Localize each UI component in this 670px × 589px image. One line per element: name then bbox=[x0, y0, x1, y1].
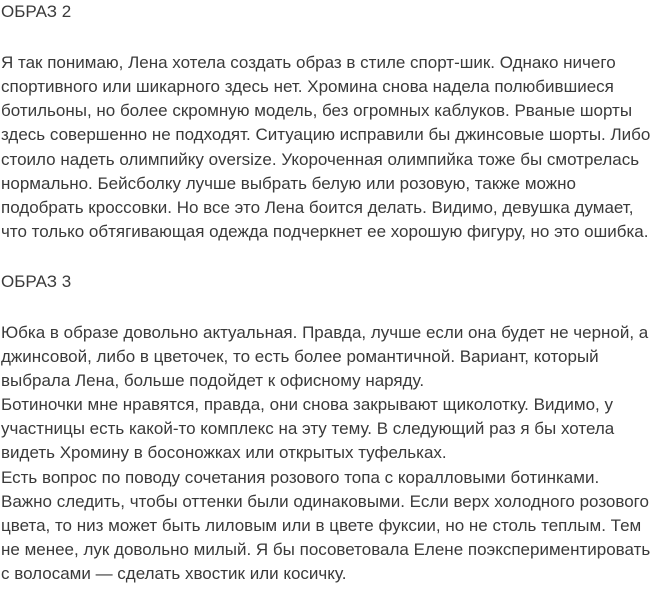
paragraph-line: видеть Хромину в босоножках или открытых туфельках. bbox=[1, 443, 447, 462]
paragraph-line: здесь совершенно не подходят. Ситуацию исправили бы джинсовые шорты. Либо bbox=[1, 125, 651, 144]
paragraph-line: ботильоны, но более скромную модель, без огромных каблуков. Рваные шорты bbox=[1, 101, 633, 120]
paragraph-line: что только обтягивающая одежда подчеркнет ее хорошую фигуру, но это ошибка. bbox=[1, 222, 649, 241]
paragraph-line: нормально. Бейсболку лучше выбрать белую или розовую, также можно bbox=[1, 174, 576, 193]
section-heading-obraz-3: ОБРАЗ 3 bbox=[1, 272, 72, 291]
paragraph-line: спортивного или шикарного здесь нет. Хромина снова надела полюбившиеся bbox=[1, 77, 614, 96]
paragraph-line: не менее, лук довольно милый. Я бы посоветовала Елене поэкспериментировать bbox=[1, 540, 651, 559]
paragraph-line: Есть вопрос по поводу сочетания розового топа с коралловыми ботинками. bbox=[1, 468, 600, 487]
paragraph-line: выбрала Лена, больше подойдет к офисному наряду. bbox=[1, 371, 425, 390]
paragraph-line: стоило надеть олимпийку oversize. Укороченная олимпийка тоже бы смотрелась bbox=[1, 150, 640, 169]
paragraph-line: участницы есть какой-то комплекс на эту тему. В следующий раз я бы хотела bbox=[1, 419, 615, 438]
paragraph-line: Юбка в образе довольно актуальная. Правда, лучше если она будет не черной, а bbox=[1, 323, 649, 342]
paragraph-line: Важно следить, чтобы оттенки были одинаковыми. Если верх холодного розового bbox=[1, 492, 649, 511]
paragraph-line: джинсовой, либо в цветочек, то есть более романтичной. Вариант, который bbox=[1, 347, 599, 366]
paragraph-line: с волосами — сделать хвостик или косичку. bbox=[1, 564, 347, 583]
paragraph-line: цвета, то низ может быть лиловым или в цвете фуксии, но не столь теплым. Тем bbox=[1, 516, 642, 535]
section-heading-obraz-2: ОБРАЗ 2 bbox=[1, 2, 72, 21]
paragraph-line: Ботиночки мне нравятся, правда, они снова закрывают щиколотку. Видимо, у bbox=[1, 395, 613, 414]
paragraph-line: подобрать кроссовки. Но все это Лена боится делать. Видимо, девушка думает, bbox=[1, 198, 634, 217]
paragraph-line: Я так понимаю, Лена хотела создать образ в стиле спорт-шик. Однако ничего bbox=[1, 53, 616, 72]
